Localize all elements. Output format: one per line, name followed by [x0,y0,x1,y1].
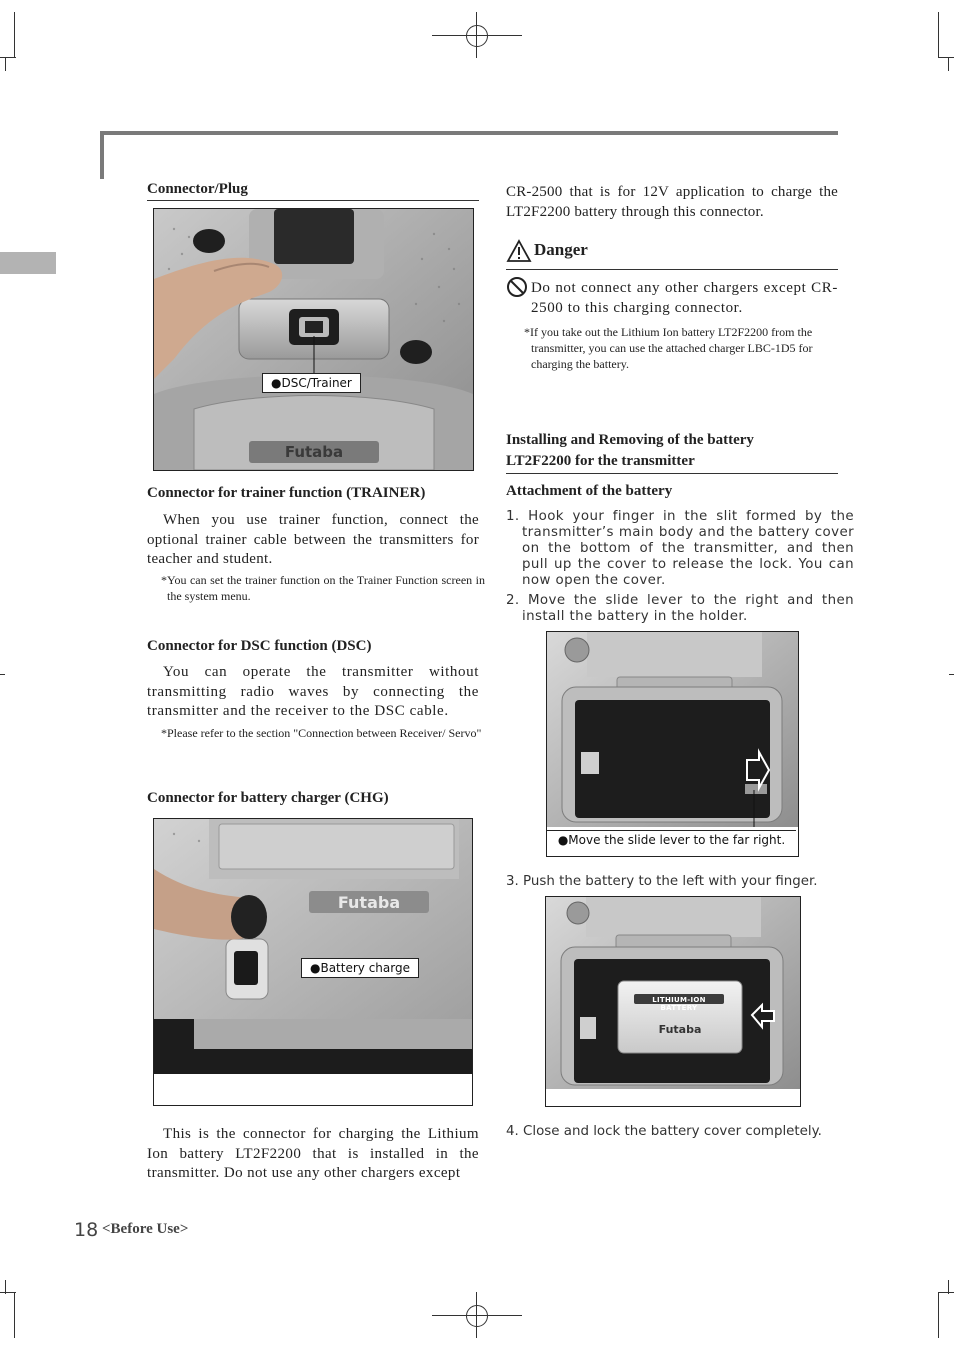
trainer-note: *You can set the trainer function on the Trainer Function screen in the system menu. [161,573,485,603]
battery-inserted-photo [545,896,801,1107]
futaba-logo-plate-1: Futaba [284,443,344,461]
danger-rule [506,269,838,270]
step-1: 1. Hook your finger in the slit formed by the transmitter’s main body and the battery cover on the bottom of the transmitter, and then pull up the cover to release the lock. You can now open the cover. [506,509,854,588]
prohibited-icon [506,276,528,298]
connector-photo-illustration [154,209,473,470]
slide-lever-callout: ●Move the slide lever to the far right. [547,830,796,849]
connector-plug-heading: Connector/Plug [147,181,248,197]
step-3: 3. Push the battery to the left with your finger. [506,874,818,889]
connector-photo [153,208,474,471]
trainer-heading: Connector for trainer function (TRAINER) [147,485,426,501]
battery-charge-callout: ●Battery charge [301,958,419,978]
dsc-body: You can operate the transmitter without transmitting radio waves by connecting the transmitter and the receiver to the DSC cable. [147,664,479,719]
installing-heading-line2: LT2F2200 for the transmitter [506,453,695,469]
trainer-body: When you use trainer function, connect the optional trainer cable between the transmitters for teacher and student. [147,512,479,567]
installing-heading-line1: Installing and Removing of the battery [506,432,754,448]
battery-inserted-illustration [546,897,800,1089]
futaba-logo-plate-2: Futaba [337,893,401,912]
chapter-tab [0,252,56,274]
chg-heading: Connector for battery charger (CHG) [147,790,389,806]
battery-label: LITHIUM-ION BATTERY [652,996,706,1012]
battery-compartment-photo [546,631,799,857]
charge-connector-illustration [154,819,472,1074]
side-tick-left [0,674,5,675]
step-4: 4. Close and lock the battery cover completely. [506,1124,822,1139]
chg-body-continued: CR-2500 that is for 12V application to charge the LT2F2200 battery through this connector. [506,184,838,220]
connector-plug-rule [147,200,479,201]
side-tick-right [949,674,954,675]
danger-body: Do not connect any other chargers except CR-2500 to this charging connector. [531,280,838,316]
section-label: <Before Use> [102,1221,189,1237]
header-bar-side [100,131,104,179]
danger-note: *If you take out the Lithium Ion battery LT2F2200 from the transmitter, you can use the attached charger LBC-1D5 for charging the battery. [524,325,813,371]
danger-warning-icon [506,239,532,263]
chg-body: This is the connector for charging the Lithium Ion battery LT2F2200 that is installed in the transmitter. Do not use any other chargers except [147,1126,479,1181]
page-number: 18 [74,1219,99,1241]
installing-rule [506,473,838,474]
dsc-heading: Connector for DSC function (DSC) [147,638,372,654]
dsc-trainer-callout: ●DSC/Trainer [262,373,361,393]
header-bar [100,131,838,135]
step-2: 2. Move the slide lever to the right and then install the battery in the holder. [506,593,854,624]
battery-compartment-illustration [547,632,798,827]
attachment-subheading: Attachment of the battery [506,483,673,499]
danger-title: Danger [534,240,588,259]
battery-brand: Futaba [658,1023,702,1036]
dsc-note: *Please refer to the section "Connection between Receiver/ Servo" [161,726,482,740]
